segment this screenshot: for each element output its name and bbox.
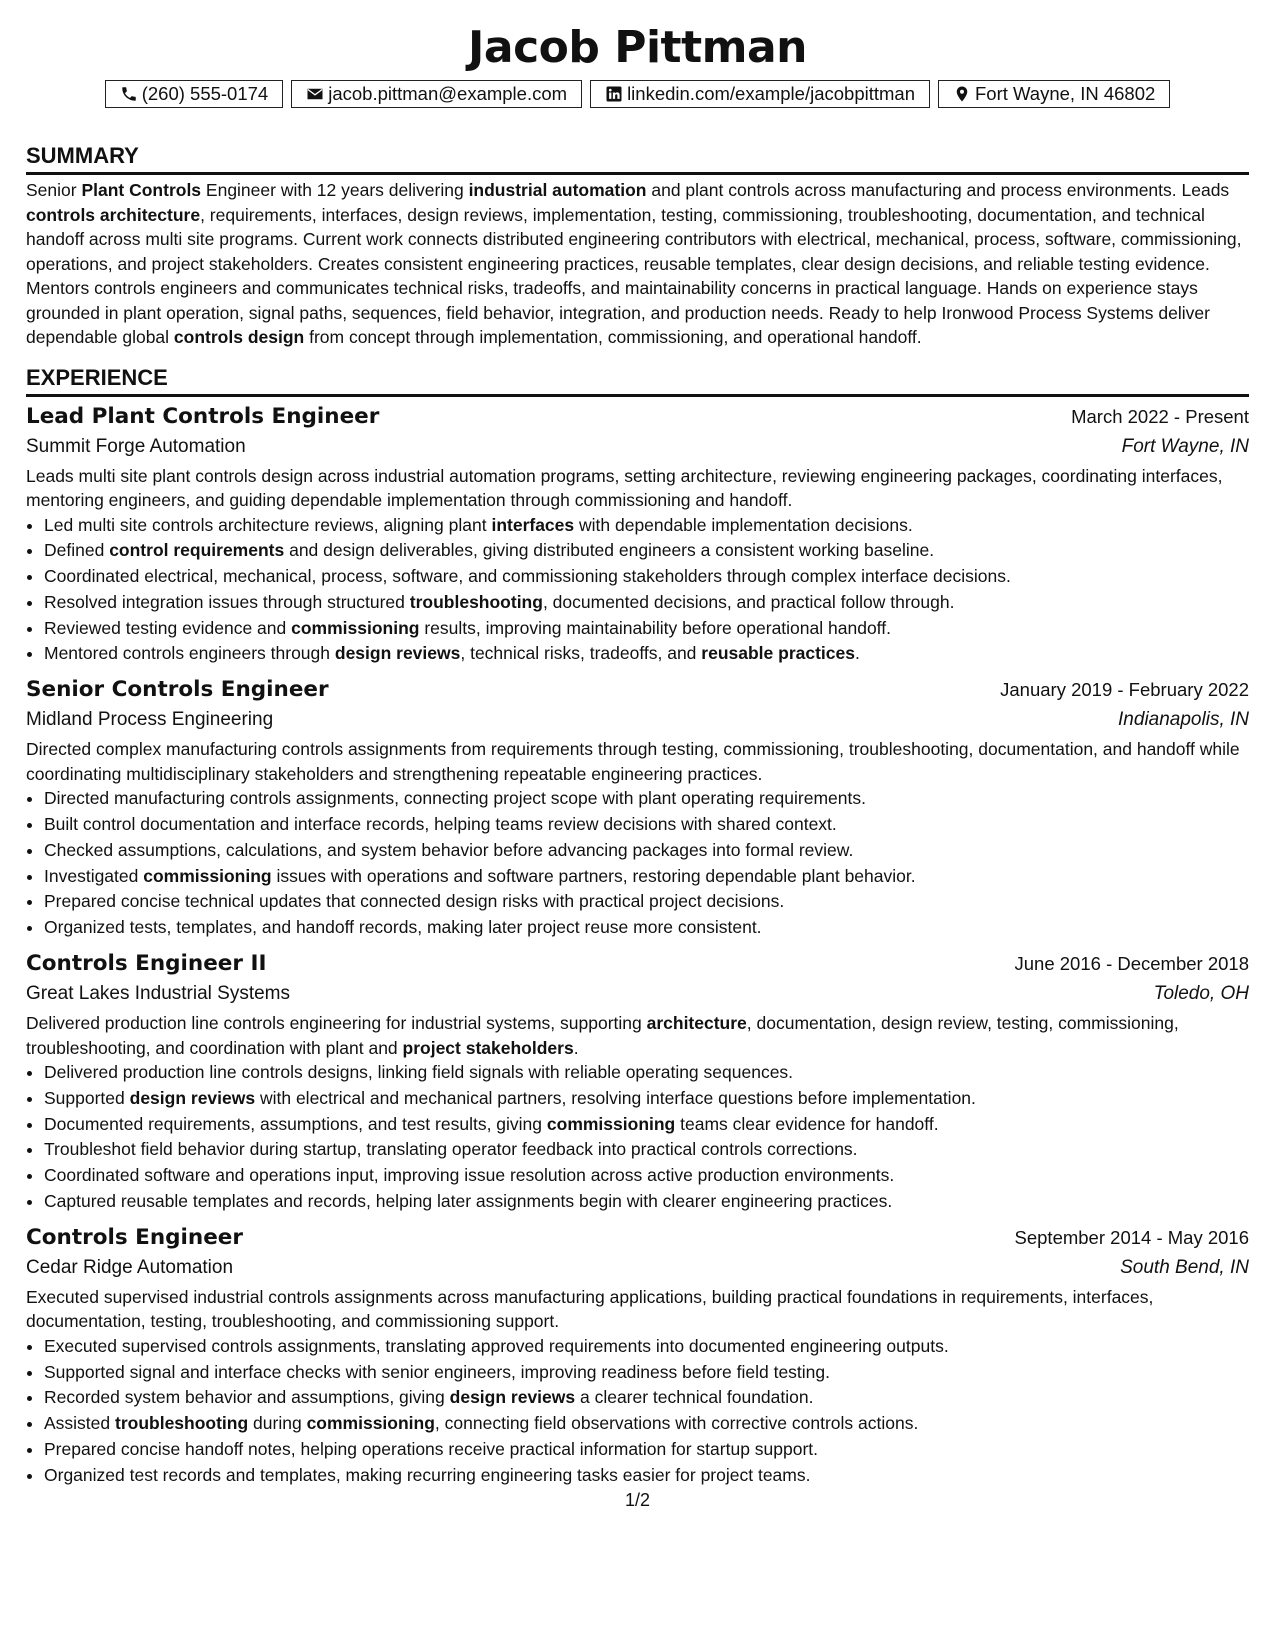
phone-icon	[120, 85, 138, 103]
job-bullet: • Captured reusable templates and records, helping later assignments begin with clearer engineering practices.	[44, 1189, 1249, 1215]
job-header-row	[26, 675, 1249, 705]
job-bullet: • Directed manufacturing controls assignments, connecting project scope with plant operating requirements.	[44, 786, 1249, 812]
job-bullet: • Checked assumptions, calculations, and system behavior before advancing packages into formal review.	[44, 838, 1249, 864]
experience-list	[26, 402, 1249, 1489]
job-bullet: • Prepared concise technical updates that connected design risks with practical project decisions.	[44, 889, 1249, 915]
job-bullet: • Organized test records and templates, making recurring engineering tasks easier for project teams.	[44, 1463, 1249, 1489]
job-company-row	[26, 979, 1249, 1009]
contact-phone[interactable]	[105, 80, 284, 108]
job-bullet: • Documented requirements, assumptions, and test results, giving commissioning teams clear evidence for handoff.	[44, 1112, 1249, 1138]
job-bullet: • Prepared concise handoff notes, helping operations receive practical information for startup support.	[44, 1437, 1249, 1463]
job-location: Toledo, OH	[1153, 983, 1249, 1005]
job-title: Controls Engineer	[26, 1224, 243, 1250]
job-bullet: • Reviewed testing evidence and commissioning results, improving maintainability before operational handoff.	[44, 616, 1249, 642]
job-bullets	[26, 1334, 1249, 1489]
job-dates: September 2014 - May 2016	[1014, 1226, 1249, 1248]
job-bullet: • Coordinated software and operations input, improving issue resolution across active production environments.	[44, 1163, 1249, 1189]
location-text: Fort Wayne, IN 46802	[975, 83, 1156, 104]
resume-page	[26, 20, 1249, 1489]
job-title: Controls Engineer II	[26, 951, 267, 977]
contact-linkedin[interactable]	[590, 80, 930, 108]
job-company: Great Lakes Industrial Systems	[26, 983, 290, 1005]
job-company: Midland Process Engineering	[26, 709, 274, 731]
job-bullet: • Built control documentation and interface records, helping teams review decisions with shared context.	[44, 812, 1249, 838]
linkedin-text: linkedin.com/example/jacobpittman	[627, 83, 915, 104]
summary-text: Senior Plant Controls Engineer with 12 years delivering industrial automation and plant controls across manufacturing and process environments. Leads controls architecture, requirements, interfaces, design reviews, implementation, testing, commissioning, troubleshooting, documentation, and technical handoff across multi site programs. Current work connects distributed engineering contributors with electrical, mechanical, process, software, commissioning, operations, and project stakeholders. Creates consistent engineering practices, reusable templates, clear design decisions, and reliable testing evidence. Mentors controls engineers and communicates technical risks, tradeoffs, and maintainability concerns in practical language. Hands on experience stays grounded in plant operation, signal paths, sequences, field behavior, integration, and production needs. Ready to help Ironwood Process Systems deliver dependable global controls design from concept through implementation, commissioning, and operational handoff.	[26, 180, 1242, 347]
job-description: Delivered production line controls engineering for industrial systems, supporting architecture, documentation, design review, testing, commissioning, troubleshooting, and coordination with plant and project stakeholders.	[26, 1013, 1179, 1058]
job-bullet: • Executed supervised controls assignments, translating approved requirements into documented engineering outputs.	[44, 1334, 1249, 1360]
job-company-row	[26, 705, 1249, 735]
job-location: Indianapolis, IN	[1118, 709, 1249, 731]
job-location: Fort Wayne, IN	[1121, 435, 1249, 457]
job-entry	[26, 1223, 1249, 1489]
job-bullet: • Supported signal and interface checks with senior engineers, improving readiness before field testing.	[44, 1360, 1249, 1386]
job-bullet: • Defined control requirements and design deliverables, giving distributed engineers a consistent working baseline.	[44, 538, 1249, 564]
summary-heading: SUMMARY	[26, 142, 1249, 175]
job-entry	[26, 675, 1249, 941]
map-pin-icon	[953, 85, 971, 103]
job-bullets	[26, 513, 1249, 668]
job-bullet: • Mentored controls engineers through design reviews, technical risks, tradeoffs, and reusable practices.	[44, 641, 1249, 667]
job-bullet: • Investigated commissioning issues with operations and software partners, restoring dependable plant behavior.	[44, 864, 1249, 890]
job-bullet: • Supported design reviews with electrical and mechanical partners, resolving interface questions before implementation.	[44, 1086, 1249, 1112]
job-bullets	[26, 1060, 1249, 1215]
job-entry	[26, 402, 1249, 668]
job-header-row	[26, 1223, 1249, 1253]
job-location: South Bend, IN	[1120, 1256, 1249, 1278]
job-bullets	[26, 786, 1249, 941]
job-header-row	[26, 949, 1249, 979]
job-bullet: • Resolved integration issues through structured troubleshooting, documented decisions, and practical follow through.	[44, 590, 1249, 616]
email-text: jacob.pittman@example.com	[328, 83, 568, 104]
job-dates: June 2016 - December 2018	[1014, 953, 1249, 975]
job-bullet: • Led multi site controls architecture reviews, aligning plant interfaces with dependable implementation decisions.	[44, 513, 1249, 539]
job-company: Summit Forge Automation	[26, 435, 246, 457]
job-company-row	[26, 1253, 1249, 1283]
job-bullet: • Coordinated electrical, mechanical, process, software, and commissioning stakeholders through complex interface decisions.	[44, 564, 1249, 590]
phone-text: (260) 555-0174	[141, 83, 269, 104]
job-description: Directed complex manufacturing controls assignments from requirements through testing, commissioning, troubleshooting, documentation, and handoff while coordinating multidisciplinary stakeholders and strengthening repeatable engineering practices.	[26, 739, 1240, 784]
contact-location[interactable]	[938, 80, 1170, 108]
job-bullet: • Organized tests, templates, and handoff records, making later project reuse more consistent.	[44, 915, 1249, 941]
contact-bar	[26, 80, 1249, 108]
job-dates: January 2019 - February 2022	[1000, 679, 1249, 701]
job-title: Lead Plant Controls Engineer	[26, 403, 380, 429]
candidate-name: Jacob Pittman	[468, 22, 807, 73]
job-company-row	[26, 432, 1249, 462]
job-dates: March 2022 - Present	[1071, 405, 1249, 427]
job-header-row	[26, 402, 1249, 432]
envelope-icon	[306, 85, 324, 103]
job-title: Senior Controls Engineer	[26, 677, 329, 703]
experience-heading: EXPERIENCE	[26, 364, 1249, 397]
page-number: 1/2	[624, 1490, 651, 1510]
job-bullet: • Recorded system behavior and assumptions, giving design reviews a clearer technical foundation.	[44, 1385, 1249, 1411]
job-bullet: • Delivered production line controls designs, linking field signals with reliable operating sequences.	[44, 1060, 1249, 1086]
job-description: Executed supervised industrial controls assignments across manufacturing applications, building practical foundations in requirements, interfaces, documentation, testing, troubleshooting, and commissioning support.	[26, 1286, 1154, 1332]
job-bullet: • Troubleshot field behavior during startup, translating operator feedback into practical controls corrections.	[44, 1137, 1249, 1163]
contact-email[interactable]	[291, 80, 582, 108]
job-entry	[26, 949, 1249, 1215]
job-bullet: • Assisted troubleshooting during commissioning, connecting field observations with corrective controls actions.	[44, 1411, 1249, 1437]
linkedin-icon	[605, 85, 623, 103]
job-company: Cedar Ridge Automation	[26, 1256, 234, 1278]
job-description: Leads multi site plant controls design across industrial automation programs, setting architecture, reviewing engineering packages, coordinating interfaces, mentoring engineers, and guiding dependable implementation through commissioning and handoff.	[26, 465, 1223, 510]
